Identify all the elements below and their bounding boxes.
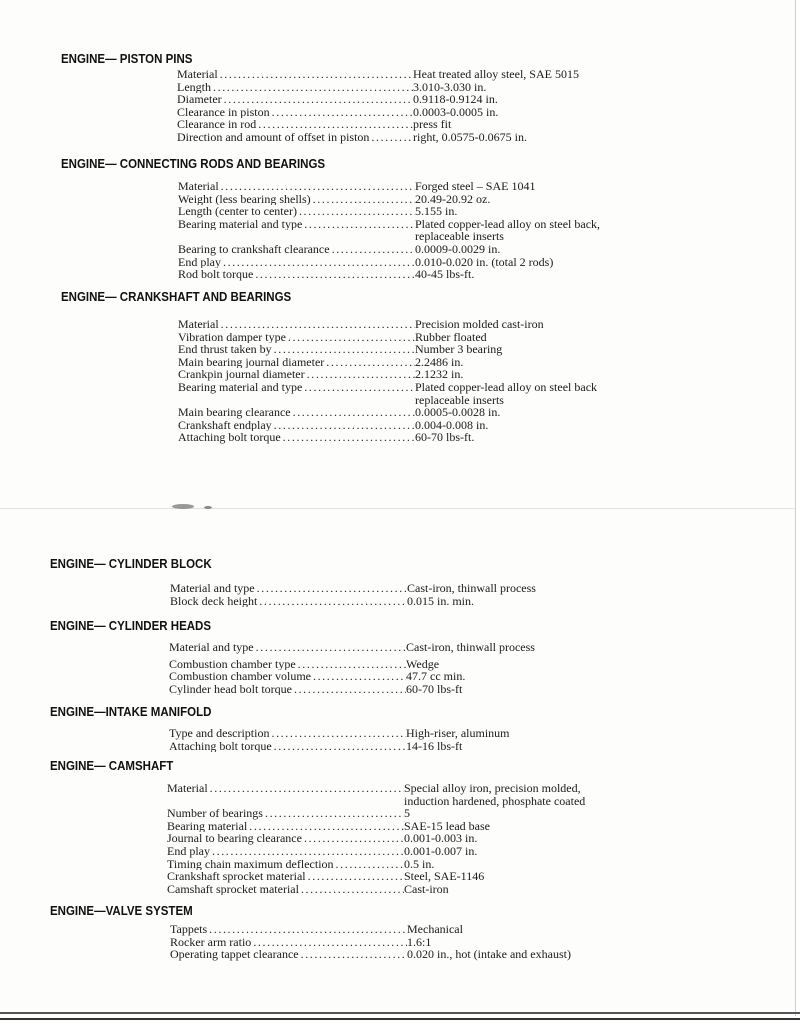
spec-row — [167, 832, 585, 845]
spec-table-crankshaft — [178, 318, 597, 444]
spec-label-leader — [170, 595, 407, 608]
spec-label: Material — [167, 782, 208, 795]
spec-label-leader — [178, 268, 415, 281]
spec-label: Bearing material and type — [178, 380, 303, 394]
spec-value: Number 3 bearing — [415, 342, 503, 357]
spec-value: Wedge — [406, 656, 440, 671]
spec-label: Length — [177, 80, 211, 94]
page-bottom-edge — [0, 1012, 800, 1014]
dot-leader — [369, 131, 413, 144]
spec-label-leader — [178, 243, 415, 256]
spec-table-cylinder-block — [170, 582, 536, 607]
spec-value: Forged steel – SAE 1041 — [415, 179, 536, 193]
spec-value: 0.0009-0.0029 in. — [415, 241, 501, 256]
dot-leader — [207, 923, 407, 936]
spec-label: Cylinder head bolt torque — [169, 682, 292, 696]
spec-row — [178, 343, 597, 356]
spec-label: Timing chain maximum deflection — [167, 857, 334, 871]
spec-row — [178, 268, 600, 281]
spec-label: Clearance in rod — [177, 118, 257, 131]
spec-label: Bearing to crankshaft clearance — [178, 242, 330, 256]
dot-leader — [296, 658, 406, 671]
section-title-valve-system: ENGINE—VALVE SYSTEM — [50, 904, 193, 918]
spec-label-leader — [178, 205, 415, 218]
spec-row — [169, 740, 510, 753]
spec-row — [178, 331, 597, 344]
spec-value: 60-70 lbs-ft. — [415, 430, 475, 445]
spec-label-leader — [178, 356, 415, 369]
dot-leader — [251, 936, 407, 949]
spec-label-leader — [169, 670, 406, 683]
spec-value: 5.155 in. — [415, 204, 458, 219]
spec-value: Plated copper-lead alloy on steel back — [415, 379, 598, 394]
spec-label: Camshaft sprocket material — [167, 882, 299, 896]
spec-label: Crankshaft sprocket material — [167, 870, 306, 883]
spec-value: 0.001-0.007 in. — [404, 843, 478, 858]
spec-label: Crankshaft endplay — [178, 418, 272, 432]
spec-label: Material and type — [169, 641, 254, 654]
dot-leader — [291, 406, 415, 419]
spacer — [178, 394, 415, 407]
spec-row — [169, 683, 535, 696]
spec-label-leader — [170, 948, 407, 961]
page-bottom-edge — [0, 1018, 800, 1020]
spec-value: 0.010-0.020 in. (total 2 rods) — [415, 254, 554, 269]
spec-row — [178, 381, 597, 394]
dot-leader — [286, 331, 415, 344]
spec-value-continuation: induction hardened, phosphate coated — [404, 793, 586, 808]
spec-label: Block deck height — [170, 594, 258, 608]
spec-label-leader — [178, 406, 415, 419]
spec-table-cylinder-heads — [169, 641, 535, 695]
spec-label: End play — [167, 844, 210, 858]
spec-value-continuation: replaceable inserts — [415, 229, 504, 244]
spec-value: Steel, SAE-1146 — [404, 869, 485, 884]
spec-row — [177, 81, 579, 94]
spec-row — [178, 218, 600, 231]
spec-value: 14-16 lbs-ft — [406, 738, 463, 753]
dot-leader — [302, 218, 415, 231]
spec-label-leader — [177, 93, 413, 106]
spec-value: High-riser, aluminum — [406, 726, 510, 740]
spec-label: Direction and amount of offset in piston — [177, 130, 370, 144]
spec-row — [178, 205, 600, 218]
dot-leader — [219, 180, 415, 193]
spec-label: Tappets — [170, 923, 208, 936]
spec-label-leader — [178, 256, 415, 269]
spec-label: Material — [178, 318, 219, 331]
spec-value: 20.49-20.92 oz. — [415, 191, 491, 206]
spec-label-leader — [177, 131, 413, 144]
spec-label-leader — [178, 419, 415, 432]
dot-leader — [297, 205, 415, 218]
dot-leader — [255, 582, 407, 595]
dot-leader — [281, 431, 415, 444]
spec-label: Combustion chamber volume — [169, 670, 311, 683]
spec-row — [169, 641, 535, 654]
spec-label-leader — [167, 870, 404, 883]
spec-row — [169, 670, 535, 683]
spec-label: Diameter — [177, 93, 222, 106]
spec-label: Clearance in piston — [177, 105, 270, 119]
spec-row — [178, 193, 600, 206]
spec-label: Rocker arm ratio — [170, 935, 252, 949]
spec-label: Bearing material — [167, 819, 248, 833]
dot-leader — [272, 740, 406, 753]
spec-row — [170, 948, 571, 961]
spec-label-leader — [169, 641, 406, 654]
dot-leader — [302, 832, 404, 845]
spec-label: Bearing material and type — [178, 217, 303, 231]
dot-leader — [306, 870, 404, 883]
spec-value: 2.1232 in. — [415, 367, 464, 382]
spec-label-leader — [169, 740, 406, 753]
spec-value: right, 0.0575-0.0675 in. — [413, 129, 527, 144]
dot-leader — [272, 419, 415, 432]
spec-row-continuation — [167, 795, 585, 808]
spec-value: 0.015 in. min. — [407, 593, 475, 608]
spec-label: End thrust taken by — [178, 343, 272, 356]
spec-label-leader — [169, 683, 406, 696]
spec-row — [177, 106, 579, 119]
spec-value: 40-45 lbs-ft. — [415, 267, 475, 282]
spec-row-continuation — [178, 394, 597, 407]
spec-value: 0.9118-0.9124 in. — [413, 92, 498, 107]
spec-value-continuation: replaceable inserts — [415, 392, 504, 407]
spec-table-intake-manifold — [169, 727, 510, 752]
spec-value: Rubber floated — [415, 329, 487, 344]
dot-leader — [311, 193, 415, 206]
section-title-piston-pins: ENGINE— PISTON PINS — [61, 52, 193, 66]
section-title-intake-manifold: ENGINE—INTAKE MANIFOLD — [50, 705, 212, 719]
dot-leader — [221, 256, 415, 269]
dot-leader — [299, 883, 404, 896]
section-title-cylinder-heads: ENGINE— CYLINDER HEADS — [50, 619, 212, 633]
spec-label: Material — [178, 180, 219, 193]
spec-row — [170, 595, 536, 608]
spec-row — [178, 356, 597, 369]
spec-row-continuation — [178, 230, 600, 243]
dot-leader — [218, 68, 413, 81]
dot-leader — [311, 670, 406, 683]
dot-leader — [299, 948, 407, 961]
spec-row — [167, 782, 585, 795]
spec-label-leader — [169, 658, 406, 671]
spec-value: 47.7 cc min. — [406, 669, 466, 684]
dot-leader — [272, 343, 415, 356]
spec-label-leader — [167, 782, 404, 795]
spec-value: Special alloy iron, precision molded, — [404, 781, 581, 795]
dot-leader — [270, 106, 413, 119]
spec-row — [167, 807, 585, 820]
dot-leader — [302, 381, 415, 394]
spec-label-leader — [178, 431, 415, 444]
spec-value: Cast-iron — [404, 881, 449, 896]
spec-label-leader — [177, 118, 413, 131]
smudge-mark — [172, 504, 194, 509]
spec-label: Journal to bearing clearance — [167, 832, 302, 845]
dot-leader — [292, 683, 406, 696]
dot-leader — [256, 118, 413, 131]
spec-row — [167, 883, 585, 896]
dot-leader — [324, 356, 415, 369]
spec-value: 2.2486 in. — [415, 354, 464, 369]
section-title-cylinder-block: ENGINE— CYLINDER BLOCK — [50, 557, 212, 571]
dot-leader — [330, 243, 415, 256]
dot-leader — [257, 595, 407, 608]
section-title-camshaft: ENGINE— CAMSHAFT — [50, 759, 174, 773]
dot-leader — [247, 820, 404, 833]
spec-label: Type and description — [169, 727, 270, 740]
spec-label-leader — [178, 180, 415, 193]
spec-label-leader — [177, 81, 413, 94]
spec-value: press fit — [413, 117, 452, 132]
spec-table-camshaft — [167, 782, 585, 895]
spec-value: Plated copper-lead alloy on steel back, — [415, 216, 601, 231]
spec-value: SAE-15 lead base — [404, 818, 490, 833]
spec-value: 60-70 lbs-ft — [406, 681, 463, 696]
spec-value: 0.004-0.008 in. — [415, 417, 489, 432]
spec-row — [177, 68, 579, 81]
spec-label: Number of bearings — [167, 807, 263, 820]
spec-row — [167, 845, 585, 858]
spec-value: 3.010-3.030 in. — [413, 79, 487, 94]
spec-value: 0.5 in. — [404, 856, 435, 871]
spec-value: 0.020 in., hot (intake and exhaust) — [407, 947, 571, 962]
spec-row — [167, 858, 585, 871]
spec-label: Main bearing clearance — [178, 406, 291, 419]
spec-value: 5 — [404, 806, 410, 821]
spec-value: Cast-iron, thinwall process — [407, 581, 536, 595]
spec-value: Mechanical — [407, 922, 463, 936]
dot-leader — [305, 368, 415, 381]
spec-row — [170, 582, 536, 595]
dot-leader — [222, 93, 413, 106]
spec-row — [177, 131, 579, 144]
spec-label-leader — [167, 845, 404, 858]
spec-label: Crankpin journal diameter — [178, 368, 305, 381]
spec-label: Combustion chamber type — [169, 657, 296, 671]
spec-label-leader — [178, 381, 415, 394]
spec-value: 0.001-0.003 in. — [404, 831, 478, 846]
spec-row — [178, 243, 600, 256]
spec-label-leader — [170, 923, 407, 936]
spec-label: Main bearing journal diameter — [178, 355, 325, 369]
spec-label-leader — [170, 582, 407, 595]
spec-label-leader — [178, 343, 415, 356]
spec-label: End play — [178, 255, 221, 269]
section-title-crankshaft: ENGINE— CRANKSHAFT AND BEARINGS — [61, 290, 292, 304]
spec-label-leader — [178, 368, 415, 381]
spec-label: Material and type — [170, 582, 255, 595]
spec-label-leader — [178, 318, 415, 331]
spec-table-connecting-rods — [178, 180, 600, 281]
spec-label: Length (center to center) — [178, 205, 297, 218]
dot-leader — [263, 807, 404, 820]
dot-leader — [254, 641, 406, 654]
spec-row — [178, 419, 597, 432]
spec-label-leader — [177, 106, 413, 119]
dot-leader — [211, 81, 413, 94]
spec-label: Rod bolt torque — [178, 268, 254, 281]
spec-label: Attaching bolt torque — [178, 431, 281, 444]
dot-leader — [253, 268, 415, 281]
dot-leader — [210, 845, 404, 858]
spec-row — [178, 431, 597, 444]
spec-label: Material — [177, 68, 218, 81]
dot-leader — [208, 782, 404, 795]
smudge-mark — [204, 506, 212, 509]
spec-row — [167, 870, 585, 883]
spec-table-piston-pins — [177, 68, 579, 144]
spec-row — [178, 406, 597, 419]
dot-leader — [269, 727, 406, 740]
spacer — [178, 230, 415, 243]
spec-row — [178, 318, 597, 331]
spec-value: Heat treated alloy steel, SAE 5015 — [413, 67, 579, 81]
spec-label-leader — [177, 68, 413, 81]
spec-label-leader — [178, 218, 415, 231]
spec-row — [167, 820, 585, 833]
spec-value: 0.0003-0.0005 in. — [413, 104, 499, 119]
spec-value: Cast-iron, thinwall process — [406, 640, 535, 654]
page-fold-line — [0, 508, 795, 509]
spec-row — [169, 727, 510, 740]
spec-label-leader — [167, 858, 404, 871]
spec-label-leader — [178, 193, 415, 206]
spec-table-valve-system — [170, 923, 571, 961]
spec-label-leader — [167, 832, 404, 845]
spec-label-leader — [167, 807, 404, 820]
spec-row — [170, 923, 571, 936]
spec-label: Weight (less bearing shells) — [178, 192, 311, 206]
spec-row — [178, 256, 600, 269]
spec-label-leader — [169, 727, 406, 740]
spec-label: Attaching bolt torque — [169, 739, 272, 753]
spec-label: Operating tappet clearance — [170, 948, 299, 961]
spec-row — [169, 658, 535, 671]
dot-leader — [334, 858, 404, 871]
section-title-connecting-rods: ENGINE— CONNECTING RODS AND BEARINGS — [61, 157, 326, 171]
spec-value: 1.6:1 — [407, 934, 432, 949]
spec-row — [178, 180, 600, 193]
spec-value: 0.0005-0.0028 in. — [415, 405, 501, 420]
spec-label-leader — [170, 936, 407, 949]
spec-value: Precision molded cast-iron — [415, 317, 544, 331]
spec-label-leader — [178, 331, 415, 344]
spacer — [167, 795, 404, 808]
spec-label-leader — [167, 820, 404, 833]
spec-row — [177, 93, 579, 106]
dot-leader — [219, 318, 415, 331]
spec-label: Vibration damper type — [178, 330, 286, 344]
spec-label-leader — [167, 883, 404, 896]
